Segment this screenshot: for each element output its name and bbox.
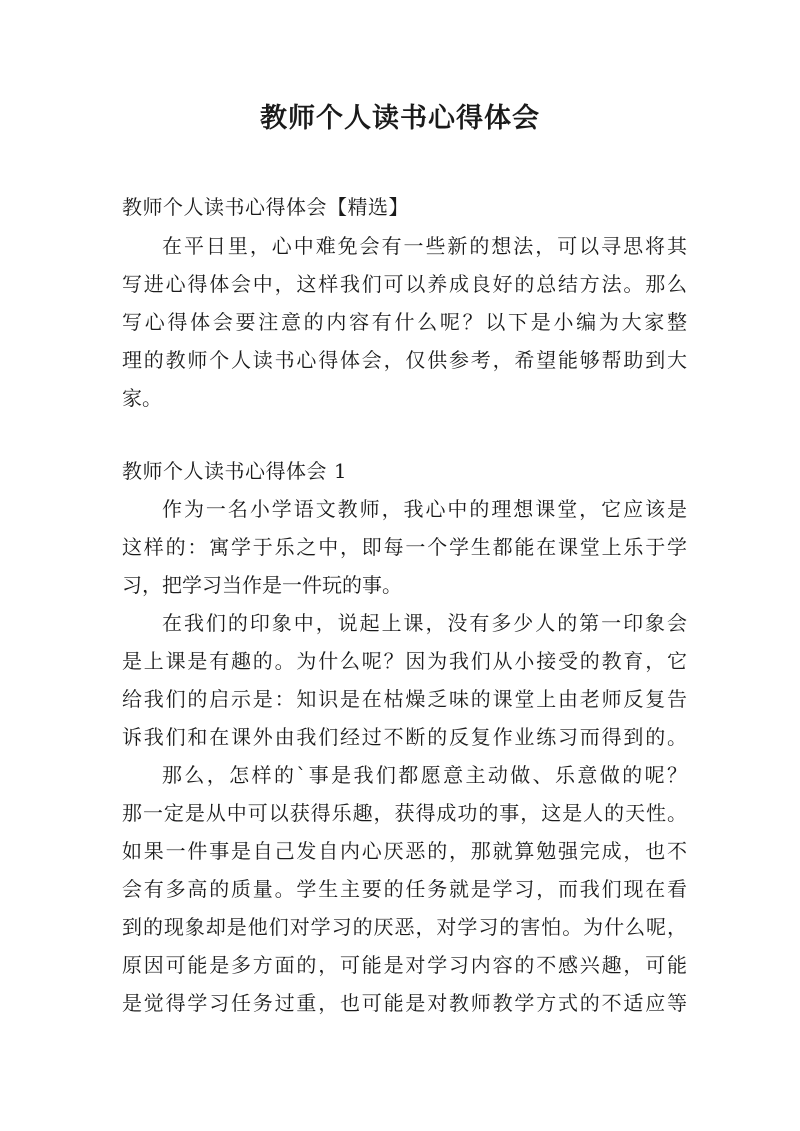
intro-heading: 教师个人读书心得体会【精选】 [122,195,409,219]
paragraph-line: 那么，怎样的`事是我们都愿意主动做、乐意做的呢？ [162,763,687,787]
paragraph-line: 如果一件事是自己发自内心厌恶的，那就算勉强完成，也不 [122,839,687,863]
document-title: 教师个人读书心得体会 [260,103,540,134]
paragraph-line: 给我们的启示是：知识是在枯燥乏味的课堂上由老师反复告 [122,687,687,711]
paragraph-line: 是觉得学习任务过重，也可能是对教师教学方式的不适应等 [122,991,687,1015]
paragraph-line: 习，把学习当作是一件玩的事。 [122,573,402,597]
intro-line: 写心得体会要注意的内容有什么呢？以下是小编为大家整 [122,310,687,334]
paragraph-line: 诉我们和在课外由我们经过不断的反复作业练习而得到的。 [122,725,687,749]
paragraph-line: 这样的：寓学于乐之中，即每一个学生都能在课堂上乐于学 [122,535,687,559]
paragraph-line: 到的现象却是他们对学习的厌恶，对学习的害怕。为什么呢， [122,915,687,939]
intro-line: 家。 [122,386,162,410]
section-heading: 教师个人读书心得体会 1 [122,459,348,483]
paragraph-line: 作为一名小学语文教师，我心中的理想课堂，它应该是 [162,497,687,521]
paragraph-line: 在我们的印象中，说起上课，没有多少人的第一印象会 [162,611,687,635]
paragraph-line: 原因可能是多方面的，可能是对学习内容的不感兴趣，可能 [122,953,687,977]
intro-line: 写进心得体会中，这样我们可以养成良好的总结方法。那么 [122,272,687,296]
intro-line: 在平日里，心中难免会有一些新的想法，可以寻思将其 [162,234,687,258]
paragraph-line: 是上课是有趣的。为什么呢？因为我们从小接受的教育，它 [122,649,687,673]
paragraph-line: 那一定是从中可以获得乐趣，获得成功的事，这是人的天性。 [122,801,687,825]
intro-line: 理的教师个人读书心得体会，仅供参考，希望能够帮助到大 [122,348,687,372]
paragraph-line: 会有多高的质量。学生主要的任务就是学习，而我们现在看 [122,877,687,901]
